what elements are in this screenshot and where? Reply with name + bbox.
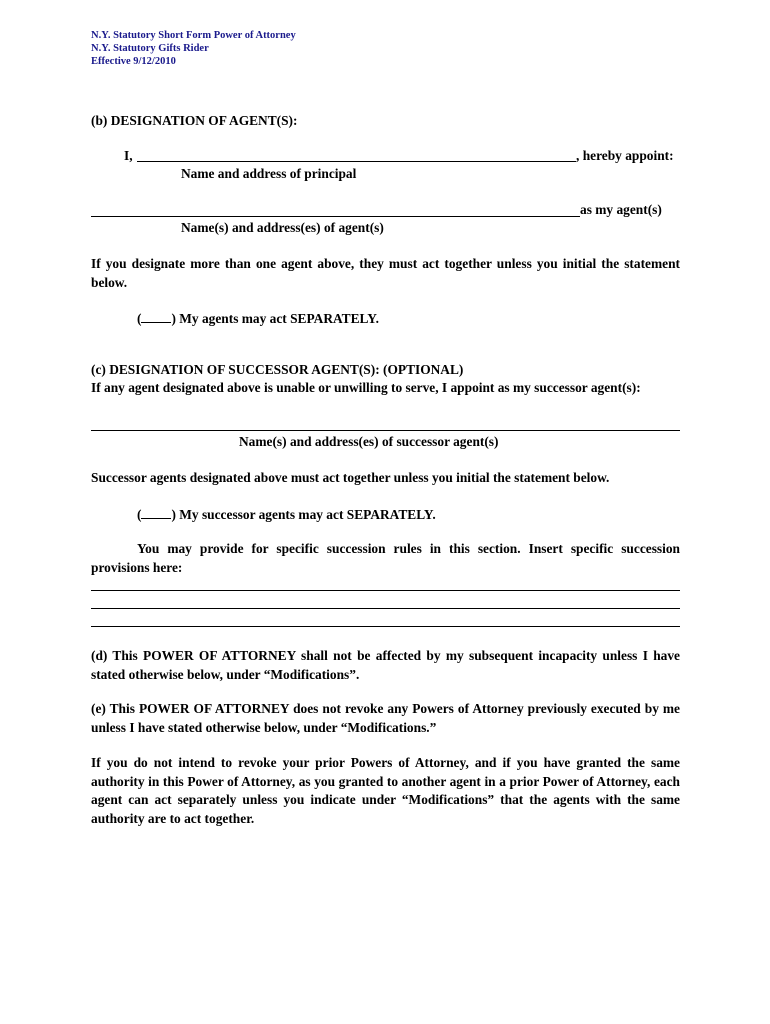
header-line-3: Effective 9/12/2010 bbox=[91, 56, 176, 67]
agent-suffix: as my agent(s) bbox=[580, 202, 662, 217]
agent-name-field[interactable] bbox=[91, 216, 580, 217]
section-c-heading: (c) DESIGNATION OF SUCCESSOR AGENT(S): (OPTIONAL) bbox=[91, 362, 464, 377]
paren-open: ( bbox=[137, 311, 142, 326]
agent-caption: Name(s) and address(es) of agent(s) bbox=[181, 220, 384, 235]
succession-provisions-line-2[interactable] bbox=[91, 608, 680, 609]
agents-separately-statement bbox=[137, 309, 379, 327]
prior-poa-note: If you do not intend to revoke your prior Powers of Attorney, and if you have granted the same authority in this Power of Attorney, as you granted to another agent in a prior Power of Attorney, each agent can act separately unless you indicate under “Modifications” that the agents with the same authority are to act together. bbox=[91, 755, 680, 826]
paren-open: ( bbox=[137, 507, 142, 522]
successor-together-note: Successor agents designated above must act together unless you initial the statement below. bbox=[91, 470, 610, 485]
agents-separately-initial-field[interactable] bbox=[141, 309, 171, 323]
successor-separately-text: ) My successor agents may act SEPARATELY. bbox=[171, 507, 436, 522]
section-d-text: (d) This POWER OF ATTORNEY shall not be affected by my subsequent incapacity unless I have stated otherwise below, under “Modifications”. bbox=[91, 648, 680, 682]
successor-name-field[interactable] bbox=[91, 430, 680, 431]
header-line-1: N.Y. Statutory Short Form Power of Attorney bbox=[91, 30, 296, 41]
multi-agent-note: If you designate more than one agent above, they must act together unless you initial the statement below. bbox=[91, 256, 680, 290]
principal-name-field[interactable] bbox=[137, 161, 576, 162]
successor-separately-statement bbox=[137, 505, 436, 523]
succession-rules-note: You may provide for specific succession rules in this section. Insert specific succession provisions here: bbox=[91, 541, 680, 575]
principal-caption: Name and address of principal bbox=[181, 166, 357, 181]
successor-separately-initial-field[interactable] bbox=[141, 505, 171, 519]
section-e-text: (e) This POWER OF ATTORNEY does not revoke any Powers of Attorney previously executed by me unless I have stated otherwise below, under “Modifications.” bbox=[91, 701, 680, 735]
succession-provisions-line-1[interactable] bbox=[91, 590, 680, 591]
succession-provisions-line-3[interactable] bbox=[91, 626, 680, 627]
agents-separately-text: ) My agents may act SEPARATELY. bbox=[171, 311, 380, 326]
appoint-text: , hereby appoint: bbox=[576, 148, 674, 163]
i-label: I, bbox=[124, 148, 133, 163]
successor-intro: If any agent designated above is unable or unwilling to serve, I appoint as my successor agent(s): bbox=[91, 380, 641, 395]
header-line-2: N.Y. Statutory Gifts Rider bbox=[91, 43, 209, 54]
section-b-heading: (b) DESIGNATION OF AGENT(S): bbox=[91, 113, 298, 128]
successor-caption: Name(s) and address(es) of successor agent(s) bbox=[239, 434, 499, 449]
